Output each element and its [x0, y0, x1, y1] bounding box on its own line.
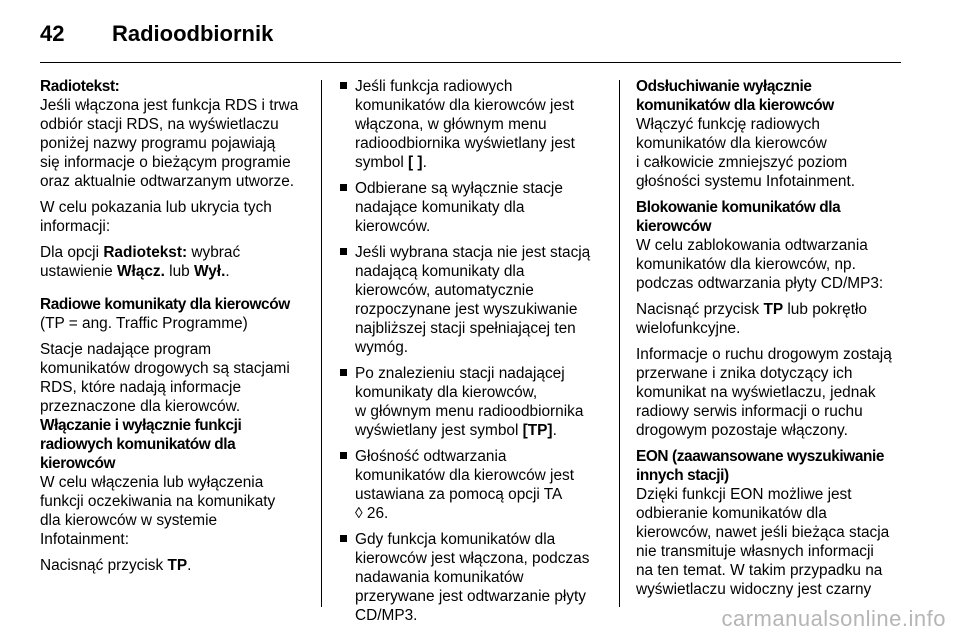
- paragraph-line: i całkowicie zmniejszyć poziom: [636, 154, 848, 171]
- option-name: Radiotekst:: [103, 244, 188, 261]
- chapter-title: Radioodbiornik: [112, 21, 274, 46]
- text-column-1: [40, 77, 312, 575]
- paragraph-line: W celu włączenia lub wyłączenia: [40, 474, 264, 491]
- site-watermark: carmanualsonline.info: [721, 606, 946, 631]
- paragraph-line: Włączyć funkcję radiowych: [636, 116, 820, 133]
- paragraph-line: Dzięki funkcji EON możliwe jest: [636, 486, 852, 503]
- list-item: Jeśli funkcja radiowych komunikatów dla kierowców jest włączona, w głównym menu radioodbiornika wyświetlany jest symbol [ ].: [338, 77, 616, 172]
- text-column-3: [636, 77, 914, 599]
- paragraph-line: nie transmituje własnych informacji: [636, 543, 874, 560]
- paragraph-line: radiowy serwis informacji o ruchu: [636, 403, 863, 420]
- onoff-heading: kierowców: [40, 455, 116, 472]
- paragraph-line: na ten temat. W takim przypadku na: [636, 562, 883, 579]
- paragraph-line: komunikatów dla kierowców, np.: [636, 256, 856, 273]
- listen-heading: komunikatów dla kierowców: [636, 97, 834, 114]
- paragraph-line: W celu pokazania lub ukrycia tych: [40, 199, 272, 216]
- page-header: [40, 16, 273, 52]
- paragraph-line: komunikatów dla kierowców: [636, 135, 827, 152]
- paragraph-line: Infotainment:: [40, 531, 129, 548]
- setting-off: Wył.: [194, 263, 226, 280]
- column-divider-2: [619, 80, 620, 607]
- paragraph-line: kierowców, nawet jeśli bieżąca stacja: [636, 524, 890, 541]
- list-item: Gdy funkcja komunikatów dla kierowców jest włączona, podczas nadawania komunikatów przerywane jest odtwarzanie płyty CD/MP3.: [338, 530, 616, 625]
- paragraph-line: drogowym pozostaje włączony.: [636, 422, 848, 439]
- eon-heading: innych stacji): [636, 467, 729, 484]
- paragraph-line: się informacje o bieżącym programie: [40, 154, 291, 171]
- paragraph-line: oraz aktualnie odtwarzanym utworze.: [40, 173, 295, 190]
- paragraph-line: Stacje nadające program: [40, 341, 212, 358]
- paragraph-line: Informacje o ruchu drogowym zostają: [636, 346, 892, 363]
- paragraph-line: komunikat na wyświetlaczu, jednak: [636, 384, 876, 401]
- onoff-heading: radiowych komunikatów dla: [40, 436, 236, 453]
- paragraph-line: Jeśli włączona jest funkcja RDS i trwa: [40, 97, 299, 114]
- tp-key: TP: [167, 557, 188, 574]
- paragraph-line: przerwane i znika dotyczący ich: [636, 365, 853, 382]
- onoff-heading: Włączanie i wyłącznie funkcji: [40, 417, 242, 434]
- option-instruction: Dla opcji Radiotekst: wybrać: [40, 244, 241, 261]
- paragraph-line: informacji:: [40, 218, 111, 235]
- traffic-heading: Radiowe komunikaty dla kierowców: [40, 296, 290, 313]
- list-item: Po znalezieniu stacji nadającej komunikaty dla kierowców, w głównym menu radioodbiornika wyświetlany jest symbol [TP].: [338, 364, 616, 440]
- setting-instruction: ustawienie Włącz. lub Wył..: [40, 263, 230, 280]
- paragraph-line: dla kierowców w systemie: [40, 512, 218, 529]
- tp-symbol: [TP]: [522, 422, 553, 439]
- tp-symbol-empty: [ ]: [408, 154, 423, 171]
- eon-heading: EON (zaawansowane wyszukiwanie: [636, 448, 885, 465]
- setting-on: Włącz.: [117, 263, 165, 280]
- tp-key: TP: [763, 301, 784, 318]
- press-instruction: Nacisnąć przycisk TP.: [40, 557, 192, 574]
- block-heading: kierowców: [636, 218, 712, 235]
- list-item: Odbierane są wyłącznie stacje nadające komunikaty dla kierowców.: [338, 179, 616, 236]
- paragraph-line: odbiór stacji RDS, na wyświetlaczu: [40, 116, 279, 133]
- page-number: 42: [40, 21, 65, 46]
- paragraph-line: poniżej nazwy programu pojawiają: [40, 135, 276, 152]
- text-column-2: [338, 77, 616, 625]
- paragraph-line: przeznaczone dla kierowców.: [40, 398, 241, 415]
- block-heading: Blokowanie komunikatów dla: [636, 199, 841, 216]
- paragraph-line: odbieranie komunikatów dla: [636, 505, 827, 522]
- paragraph-line: W celu zablokowania odtwarzania: [636, 237, 868, 254]
- press-instruction: Nacisnąć przycisk TP lub pokrętło: [636, 301, 867, 318]
- paragraph-line: podczas odtwarzania płyty CD/MP3:: [636, 275, 884, 292]
- paragraph-line: wielofunkcyjne.: [636, 320, 741, 337]
- list-item: Jeśli wybrana stacja nie jest stacją nadającą komunikaty dla kierowców, automatycznie rozpoczynane jest wyszukiwanie najbliższej stacji spełniającej ten wymóg.: [338, 243, 616, 357]
- paragraph-line: RDS, które nadają informacje: [40, 379, 242, 396]
- list-item: Głośność odtwarzania komunikatów dla kierowców jest ustawiana za pomocą opcji TA ◊ 26.: [338, 447, 616, 523]
- listen-heading: Odsłuchiwanie wyłącznie: [636, 78, 812, 95]
- paragraph-line: wyświetlaczu widoczny jest czarny: [636, 581, 872, 598]
- header-divider: [40, 62, 901, 63]
- paragraph-line: głośności systemu Infotainment.: [636, 173, 855, 190]
- column-divider-1: [321, 80, 322, 607]
- tp-definition: (TP = ang. Traffic Programme): [40, 315, 248, 332]
- page-reference[interactable]: ◊ 26.: [355, 505, 389, 522]
- radiotext-heading: Radiotekst:: [40, 78, 120, 95]
- paragraph-line: funkcji oczekiwania na komunikaty: [40, 493, 276, 510]
- paragraph-line: komunikatów drogowych są stacjami: [40, 360, 290, 377]
